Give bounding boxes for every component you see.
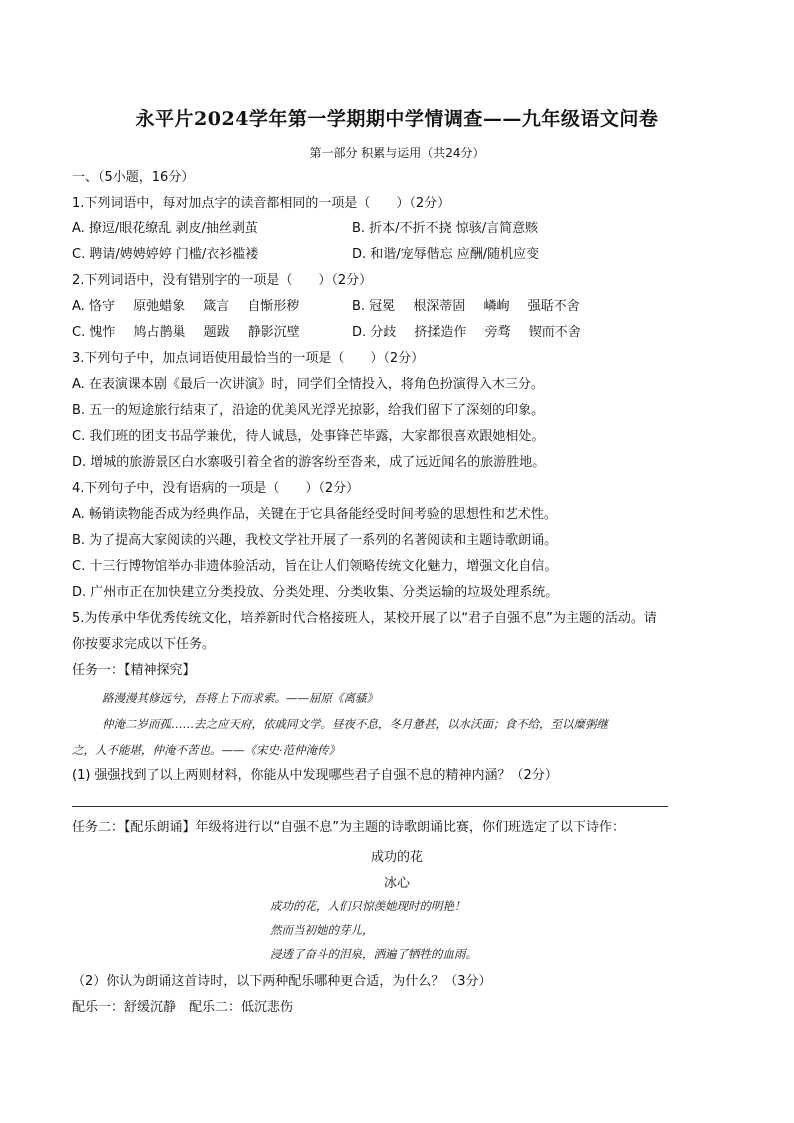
q1-option-d: D. 和谐/宠辱偕忘 应酬/随机应变 (352, 247, 540, 262)
part-heading: 第一部分 积累与运用（共24分） (309, 146, 485, 160)
music-options: 配乐一：舒缓沉静 配乐二：低沉悲伤 (72, 1000, 294, 1015)
q4-option-a: A. 畅销读物能否成为经典作品，关键在于它具备能经受时间考验的思想性和艺术性。 (72, 507, 557, 522)
page-title: 永平片2024学年第一学期期中学情调查——九年级语文问卷 (135, 108, 659, 130)
task1-label: 任务一：【精神探究】 (72, 663, 196, 678)
poem-line: 成功的花，人们只惊羡她现时的明艳！ (270, 899, 466, 913)
q3-option-a: A. 在表演课本剧《最后一次讲演》时，同学们全情投入，将角色扮演得入木三分。 (72, 377, 544, 392)
poem-author: 冰心 (383, 876, 410, 891)
poem-line: 然而当初她的芽儿， (270, 923, 374, 937)
q2-option-c (72, 325, 300, 341)
q3-option-d: D. 增城的旅游景区白水寨吸引着全省的游客纷至沓来，成了远近闻名的旅游胜地。 (72, 455, 546, 470)
q1-option-c: C. 聘请/娉娉婷婷 门槛/衣衫褴褛 (72, 247, 259, 262)
sub-question-1: (1) 强强找到了以上两则材料，你能从中发现哪些君子自强不息的精神内涵？（2分） (72, 768, 558, 783)
q2-option-d (352, 325, 581, 341)
q4-stem: 4.下列句子中，没有语病的一项是（ ）（2分） (72, 481, 360, 496)
q1-option-b: B. 折本/不折不挠 惊骇/言简意赅 (352, 221, 539, 236)
quote-fanzhongyan: 仲淹二岁而孤……去之应天府，依戚同文学。昼夜不息，冬月惫甚，以水沃面；食不给，至以糜粥继 (102, 717, 608, 731)
q5-stem: 5.为传承中华优秀传统文化，培养新时代合格接班人，某校开展了以“君子自强不息”为主题的活动。请 (72, 611, 657, 626)
q3-option-b: B. 五一的短途旅行结束了，沿途的优美风光浮光掠影，给我们留下了深刻的印象。 (72, 403, 545, 418)
q3-option-c: C. 我们班的团支书品学兼优，待人诚恳，处事锋芒毕露，大家都很喜欢跟她相处。 (72, 429, 545, 444)
q2-c-word: 鸠占鹊巢 (133, 325, 186, 340)
q2-b-word: 强聒不舍 (527, 299, 580, 314)
q5-stem: 你按要求完成以下任务。 (72, 637, 216, 652)
q2-option-a (72, 299, 299, 315)
q2-b-word: 嶙峋 (483, 299, 510, 314)
sub-question-2: （2）你认为朗诵这首诗时，以下两种配乐哪种更合适，为什么？（3分） (72, 974, 492, 989)
q2-a-word: 自惭形秽 (247, 299, 300, 314)
task2-line: 任务二：【配乐朗诵】年级将进行以“自强不息”为主题的诗歌朗诵比赛，你们班选定了以下诗作： (72, 820, 625, 835)
q2-d-word: 挤揉造作 (414, 325, 467, 340)
q2-d-word: D. 分歧 (352, 325, 397, 340)
q1-option-a: A. 撩逗/眼花缭乱 剥皮/抽丝剥茧 (72, 221, 258, 236)
answer-line[interactable] (72, 806, 668, 807)
poem-line: 浸透了奋斗的泪泉，洒遍了牺牲的血雨。 (270, 947, 477, 961)
q2-stem: 2.下列词语中，没有错别字的一项是（ ）（2分） (72, 273, 373, 288)
q2-a-word: 原弛蜡象 (133, 299, 186, 314)
quote-lisao: 路漫漫其修远兮，吾将上下而求索。——屈原《离骚》 (102, 691, 378, 705)
q2-a-word: A. 恪守 (72, 299, 115, 314)
q1-stem: 1.下列词语中，每对加点字的读音都相同的一项是（ ）（2分） (72, 196, 451, 211)
q2-option-b (352, 299, 580, 315)
q2-d-word: 旁骛 (484, 325, 511, 340)
q2-a-word: 箴言 (203, 299, 230, 314)
q4-option-d: D. 广州市正在加快建立分类投放、分类处理、分类收集、分类运输的垃圾处理系统。 (72, 585, 559, 600)
q2-d-word: 锲而不舍 (528, 325, 581, 340)
q2-c-word: C. 愧怍 (72, 325, 116, 340)
q2-b-word: 根深蒂固 (413, 299, 466, 314)
q2-c-word: 题跋 (203, 325, 230, 340)
q3-stem: 3.下列句子中，加点词语使用最恰当的一项是（ ）（2分） (72, 351, 425, 366)
q2-b-word: B. 冠冕 (352, 299, 396, 314)
quote-fanzhongyan: 之，人不能堪，仲淹不苦也。——《宋史·范仲淹传》 (72, 743, 341, 757)
q2-c-word: 静影沉壁 (247, 325, 300, 340)
q4-option-c: C. 十三行博物馆举办非遗体验活动，旨在让人们领略传统文化魅力，增强文化自信。 (72, 559, 558, 574)
q4-option-b: B. 为了提高大家阅读的兴趣，我校文学社开展了一系列的名著阅读和主题诗歌朗诵。 (72, 533, 558, 548)
poem-title: 成功的花 (370, 850, 423, 865)
section-heading: 一、（5小题，16分） (72, 170, 195, 185)
